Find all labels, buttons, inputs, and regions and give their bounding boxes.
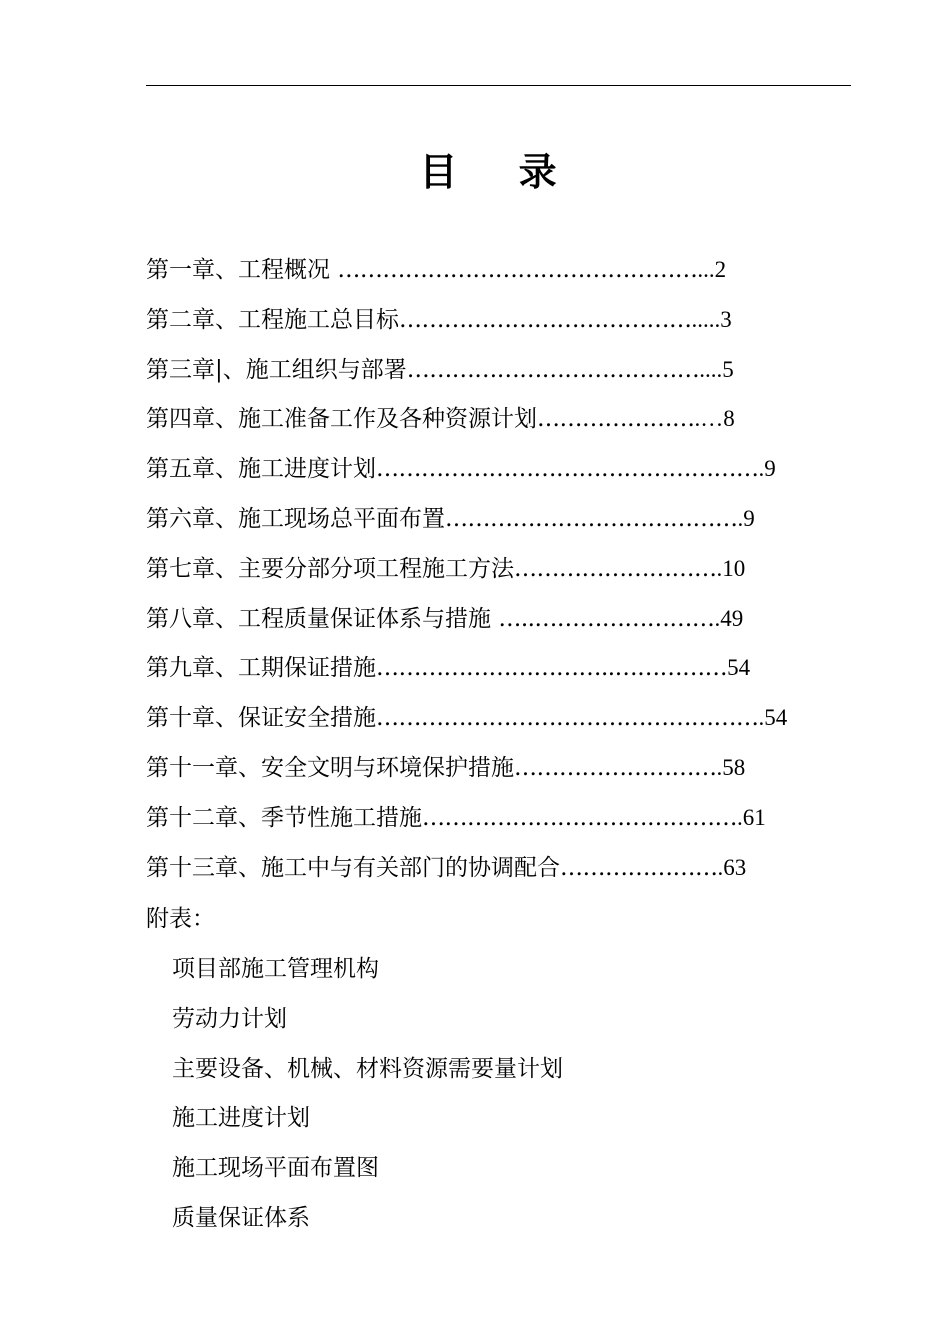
toc-entry-5[interactable] xyxy=(146,451,846,501)
toc-entry-page: .9 xyxy=(737,505,755,531)
appendix-item[interactable]: 施工进度计划 xyxy=(172,1105,310,1132)
toc-entry-leader: …..…………………… xyxy=(498,605,715,632)
toc-entry-label: 第十三章、施工中与有关部门的协调配合 xyxy=(146,854,560,881)
toc-entry-leader: …………………………………… xyxy=(422,804,737,831)
toc-entry-label: 第六章、施工现场总平面布置 xyxy=(146,505,445,532)
toc-entry-page: .63 xyxy=(717,854,747,880)
toc-entry-12[interactable] xyxy=(146,800,846,850)
toc-entry-leader: …………………………………………… xyxy=(376,456,759,483)
toc-entry-13[interactable] xyxy=(146,850,846,900)
toc-entry-leader: …………………………………………… xyxy=(376,705,759,732)
toc-entry-page: .10 xyxy=(716,555,746,581)
toc-entry-11[interactable] xyxy=(146,750,846,800)
appendix-heading: 附表： xyxy=(146,906,215,932)
appendix-item[interactable]: 主要设备、机械、材料资源需要量计划 xyxy=(172,1055,563,1082)
header-rule xyxy=(146,85,851,86)
toc-entry-page: ...2 xyxy=(697,257,727,282)
toc-entry-label: 第七章、主要分部分项工程施工方法 xyxy=(146,555,514,582)
toc-entry-label: 第四章、施工准备工作及各种资源计划 xyxy=(146,406,537,433)
toc-entry-leader: ………………… xyxy=(560,854,718,881)
toc-entry-1[interactable] xyxy=(146,252,846,302)
appendix-item[interactable]: 项目部施工管理机构 xyxy=(172,956,379,982)
toc-entry-7[interactable] xyxy=(146,551,846,601)
toc-entry-leader: ………………… xyxy=(537,406,695,433)
toc-entry-9[interactable] xyxy=(146,650,846,700)
toc-entry-label: 第十二章、季节性施工措施 xyxy=(146,804,422,831)
toc-entry-page: .49 xyxy=(714,605,744,631)
toc-entry-leader: ……………………… xyxy=(514,754,717,781)
toc-entry-label: 第五章、施工进度计划 xyxy=(146,456,376,483)
toc-entry-leader: ………………………………………… xyxy=(337,257,698,283)
toc-entry-page: .....3 xyxy=(691,306,732,332)
toc-entry-page: .61 xyxy=(737,804,766,830)
toc-entry-page: 54 xyxy=(727,655,751,681)
toc-entry-10[interactable] xyxy=(146,700,846,750)
toc-entry-page: ....5 xyxy=(699,356,734,382)
toc-entry-label: 第三章|、施工组织与部署 xyxy=(146,356,407,383)
appendix-item[interactable]: 施工现场平面布置图 xyxy=(172,1155,379,1182)
toc-entry-4[interactable] xyxy=(146,401,846,451)
toc-entry-leader: ………………………………… xyxy=(445,505,738,532)
toc-entry-leader: ………………………………… xyxy=(406,356,700,383)
toc-entry-page: .…8 xyxy=(694,406,735,432)
toc-entry-page: .58 xyxy=(716,754,746,780)
toc-entry-page: .9 xyxy=(758,456,776,482)
toc-entry-page: .54 xyxy=(758,705,788,731)
toc-entry-leader: ………………………………… xyxy=(399,306,692,333)
toc-entry-3[interactable] xyxy=(146,352,846,402)
toc-entry-label: 第十一章、安全文明与环境保护措施 xyxy=(146,754,514,781)
page-title: 目 录 xyxy=(419,149,581,194)
toc-entry-8[interactable] xyxy=(146,601,846,651)
table-of-contents xyxy=(146,252,846,899)
toc-entry-leader: …………………………..…………… xyxy=(376,655,728,682)
toc-entry-label: 第一章、工程概况 xyxy=(146,257,338,283)
toc-entry-label: 第九章、工期保证措施 xyxy=(146,655,376,682)
toc-entry-6[interactable] xyxy=(146,501,846,551)
appendix-list xyxy=(172,951,563,1250)
toc-entry-label: 第八章、工程质量保证体系与措施 xyxy=(146,605,499,632)
toc-entry-label: 第二章、工程施工总目标 xyxy=(146,306,399,333)
appendix-item[interactable]: 质量保证体系 xyxy=(172,1204,310,1231)
toc-entry-leader: ……………………… xyxy=(514,555,717,582)
toc-entry-2[interactable] xyxy=(146,302,846,352)
toc-entry-label: 第十章、保证安全措施 xyxy=(146,705,376,732)
appendix-item[interactable]: 劳动力计划 xyxy=(172,1005,287,1032)
